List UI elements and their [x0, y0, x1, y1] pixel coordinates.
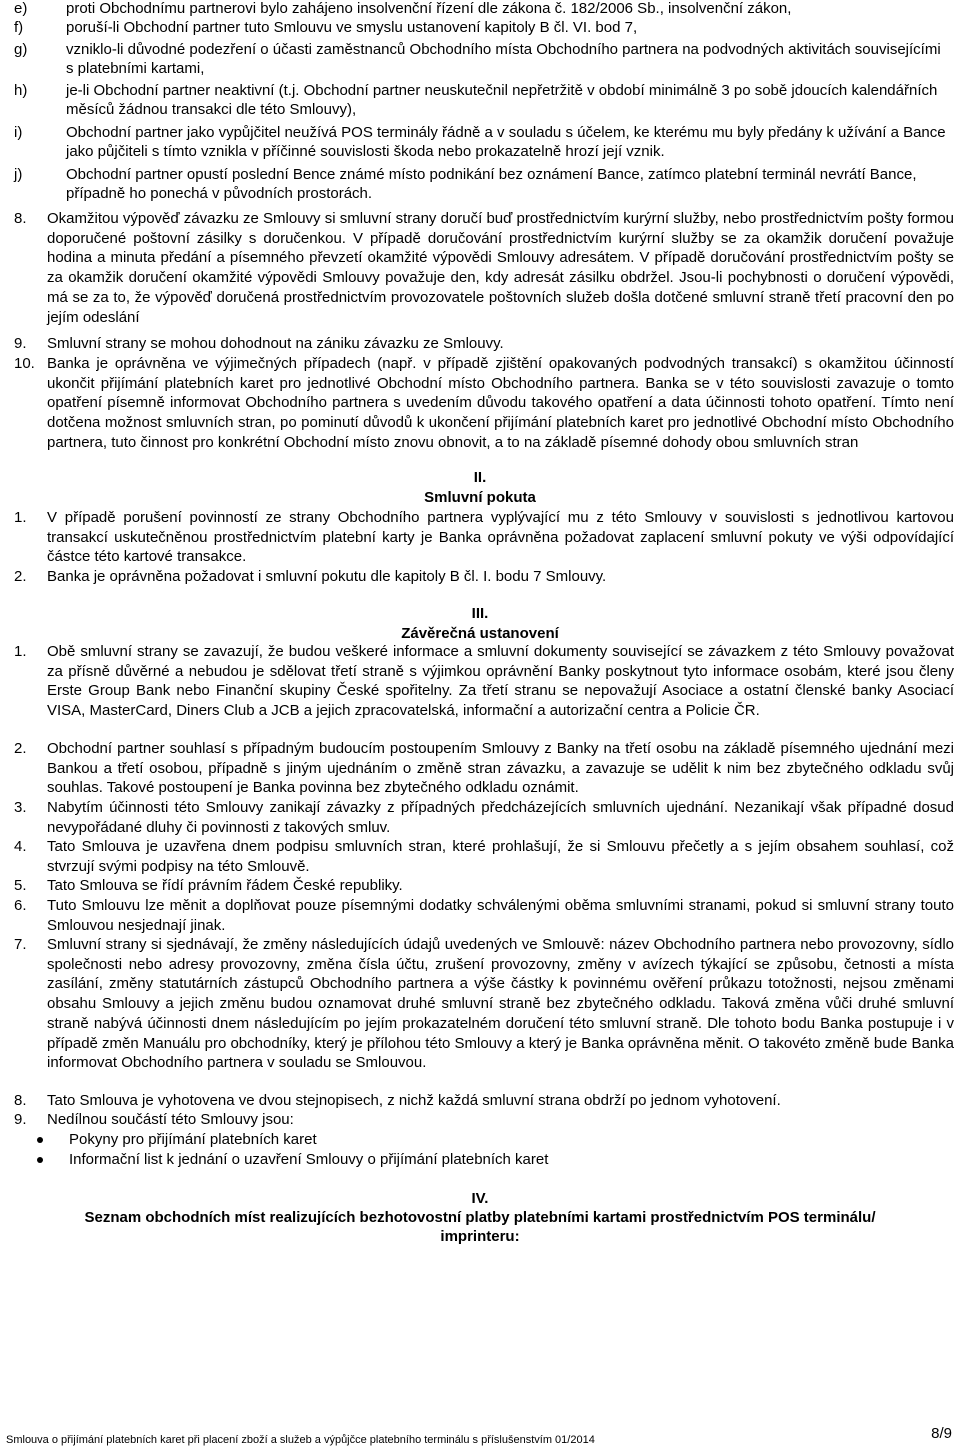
section-number: II.: [473, 469, 487, 486]
section-number: III.: [471, 605, 489, 622]
item-marker: e): [14, 0, 28, 17]
item-marker: h): [14, 82, 28, 99]
item-text: poruší-li Obchodní partner tuto Smlouvu ve smyslu ustanovení kapitoly B čl. VI. bod 7,: [66, 19, 638, 36]
clause-number: 1.: [14, 509, 27, 526]
page-number: 8/9: [931, 1425, 952, 1442]
clause-text: Tato Smlouva je uzavřena dnem podpisu smluvních stran, které prohlašují, že si Smlouvu přečetly a s jejím obsahem souhlasí, což stvrzují svými podpisy na této Smlouvě.: [47, 838, 954, 875]
clause-text: Nabytím účinnosti této Smlouvy zanikají závazky z případných předcházejících smluvních ujednání. Nezanikají však případné dosud nevypořádané dluhy či povinnosti z takových smluv.: [47, 799, 954, 836]
section-title: Smluvní pokuta: [424, 489, 536, 506]
bullet-icon: [37, 1157, 43, 1163]
item-marker: j): [14, 166, 23, 183]
clause-number: 9.: [14, 1111, 27, 1128]
item-text: je-li Obchodní partner neaktivní (t.j. Obchodní partner neuskutečnil nepřetržitě v období minimálně 3 po sobě jdoucích kalendářních měsíců žádnou transakci dle této Smlouvy),: [66, 82, 938, 118]
item-text: vzniklo-li důvodné podezření o účasti zaměstnanců Obchodního místa Obchodního partnera na podvodných aktivitách souvisejícími s platebními kartami,: [66, 41, 941, 77]
clause-number: 5.: [14, 877, 27, 894]
clause-text: Okamžitou výpověď závazku ze Smlouvy si smluvní strany doručí buď prostřednictvím kurýrní služby, nebo prostřednictvím pošty formou doporučené poštovní zásilky s doručenkou. V případě doručování prostřednictvím kurýrní služby se za okamžik doručení považuje hodina a minuta předání a písemného převzetí okamžité výpovědi Smlouvy adresátem. V případě doručování prostřednictvím pošty se za okamžik doručení okamžité výpovědi Smlouvy považuje den, kdy adresát zásilku obdržel. Jsou-li pochybnosti o doručení výpovědi, má se za to, že výpověď doručená prostřednictvím provozovatele poštovních služeb došla dotčené smluvní straně třetí pracovní den po jejím odeslání: [47, 210, 954, 326]
clause-text: Banka je oprávněna požadovat i smluvní pokutu dle kapitoly B čl. I. bodu 7 Smlouvy.: [47, 568, 607, 585]
clause-number: 8.: [14, 1092, 27, 1109]
clause-number: 2.: [14, 568, 27, 585]
bullet-icon: [37, 1137, 43, 1143]
clause-number: 8.: [14, 210, 27, 227]
list-item: [14, 41, 949, 81]
item-text: proti Obchodnímu partnerovi bylo zahájeno insolvenční řízení dle zákona č. 182/2006 Sb., insolvenční zákon,: [66, 0, 792, 17]
clause-text: Smluvní strany si sjednávají, že změny následujících údajů uvedených ve Smlouvě: název Obchodního partnera nebo provozovny, sídlo společnosti nebo adresy provozovny, změna čísla účtu, zrušení provozovny, změny v avízech týkající se způsobu, četnosti a místa zasílání, změny statutárních zástupců Obchodního partnera a výše částky k povinnému ověření průkazu totožnosti, nejsou změnami obsahu Smlouvy a jejich změnu budou oznamovat druhé smluvní straně bez zbytečného odkladu. Taková změna vůči druhé smluvní straně nabývá účinnosti dnem následujícím po jejím prokazatelném doručení této smluvní straně. Dle tohoto bodu Banka postupuje i v případě změn Manuálu pro obchodníky, který je přílohou této Smlouvy a který je Banka oprávněna měnit. O takovéto změně bude Banka informovat Obchodního partnera v souladu se Smlouvou.: [47, 936, 954, 1072]
clause-text: Obě smluvní strany se zavazují, že budou veškeré informace a smluvní dokumenty související se závazkem z této Smlouvy považovat za přísně důvěrné a nebudou je sdělovat třetí straně s výjimkou oprávnění Banky poskytnout tyto informace osobám, které jsou členy Erste Group Bank nebo Finanční skupiny České spořitelny. Za třetí stranu se nepovažují Asociace a ostatní členské banky Asociací VISA, MasterCard, Diners Club a JCB a jejich zpracovatelská, informační a autorizační centra a Policie ČR.: [47, 643, 954, 720]
clause-text: V případě porušení povinností ze strany Obchodního partnera vyplývající mu z této Smlouvy v souvislosti s jednotlivou kartovou transakcí uskutečněnou prostřednictvím platební karty je Banka oprávněna požadovat zaplacení smluvní pokuty ve výši odpovídající částce této kartové transakce.: [47, 509, 954, 566]
section-title: Seznam obchodních míst realizujících bezhotovostní platby platebními kartami prostřednictvím POS terminálu/: [84, 1209, 876, 1226]
clause-text: Nedílnou součástí této Smlouvy jsou:: [47, 1111, 294, 1128]
clause-number: 4.: [14, 838, 27, 855]
clause-number: 2.: [14, 740, 27, 757]
item-marker: g): [14, 41, 28, 58]
item-marker: i): [14, 124, 23, 141]
section-number: IV.: [471, 1190, 489, 1207]
clause-text: Smluvní strany se mohou dohodnout na zániku závazku ze Smlouvy.: [47, 335, 504, 352]
footer-text: Smlouva o přijímání platebních karet při placení zboží a služeb a výpůjčce platebního terminálu s příslušenstvím 01/2014: [6, 1434, 595, 1446]
clause-text: Tuto Smlouvu lze měnit a doplňovat pouze písemnými dodatky schválenými oběma smluvními stranami, pokud si smluvní strany touto Smlouvou nesjednají jinak.: [47, 897, 954, 934]
clause-number: 9.: [14, 335, 27, 352]
bullet-text: Pokyny pro přijímání platebních karet: [69, 1131, 317, 1148]
clause-number: 6.: [14, 897, 27, 914]
clause-text: Tato Smlouva je vyhotovena ve dvou stejnopisech, z nichž každá smluvní strana obdrží po jednom vyhotovení.: [47, 1092, 781, 1109]
bullet-text: Informační list k jednání o uzavření Smlouvy o přijímání platebních karet: [69, 1151, 549, 1168]
clause-number: 1.: [14, 643, 27, 660]
clause-text: Tato Smlouva se řídí právním řádem České republiky.: [47, 877, 403, 894]
clause-number: 10.: [14, 355, 35, 372]
section-title-continuation: imprinteru:: [440, 1228, 520, 1245]
clause-text: Banka je oprávněna ve výjimečných případech (např. v případě zjištění opakovaných podvodných transakcí) s okamžitou účinností ukončit přijímání platebních karet pro jednotlivé Obchodní místo Obchodního partnera. Banka se v této souvislosti zavazuje o tomto opatření písemně informovat Obchodního partnera s uvedením důvodu takového opatření a data účinnosti tohoto opatření. Tímto není dotčena možnost smluvních stran, po pominutí důvodů k ukončení přijímání platebních karet pro jednotlivé Obchodní místo Obchodního partnera, tuto činnost pro konkrétní Obchodní místo znovu obnovit, a to na základě písemné dohody obou smluvních stran: [47, 355, 954, 451]
clause-number: 7.: [14, 936, 27, 953]
item-text: Obchodní partner jako vypůjčitel neužívá POS terminály řádně a v souladu s účelem, ke kterému mu byly předány k užívání a Bance jako půjčiteli s tímto vznikla v příčinné souvislosti škoda nebo prokazatelně hrozí její vznik.: [66, 124, 946, 160]
clause-text: Obchodní partner souhlasí s případným budoucím postoupením Smlouvy z Banky na třetí osobu na základě písemného ujednání mezi Bankou a třetí osobou, případně s jiným ujednáním o změně stran závazku, a zavazuje se udělit k nim bez zbytečného odkladu svůj souhlas. Takové postoupení je Banka povinna bez zbytečného odkladu oznámit.: [47, 740, 954, 797]
item-text: Obchodní partner opustí poslední Bence známé místo podnikání bez oznámení Bance, zatímco platební terminál nevrátí Bance, případně ho ponechá v původních prostorách.: [66, 166, 917, 202]
section-title: Závěrečná ustanovení: [401, 625, 559, 642]
item-marker: f): [14, 19, 24, 36]
clause-number: 3.: [14, 799, 27, 816]
